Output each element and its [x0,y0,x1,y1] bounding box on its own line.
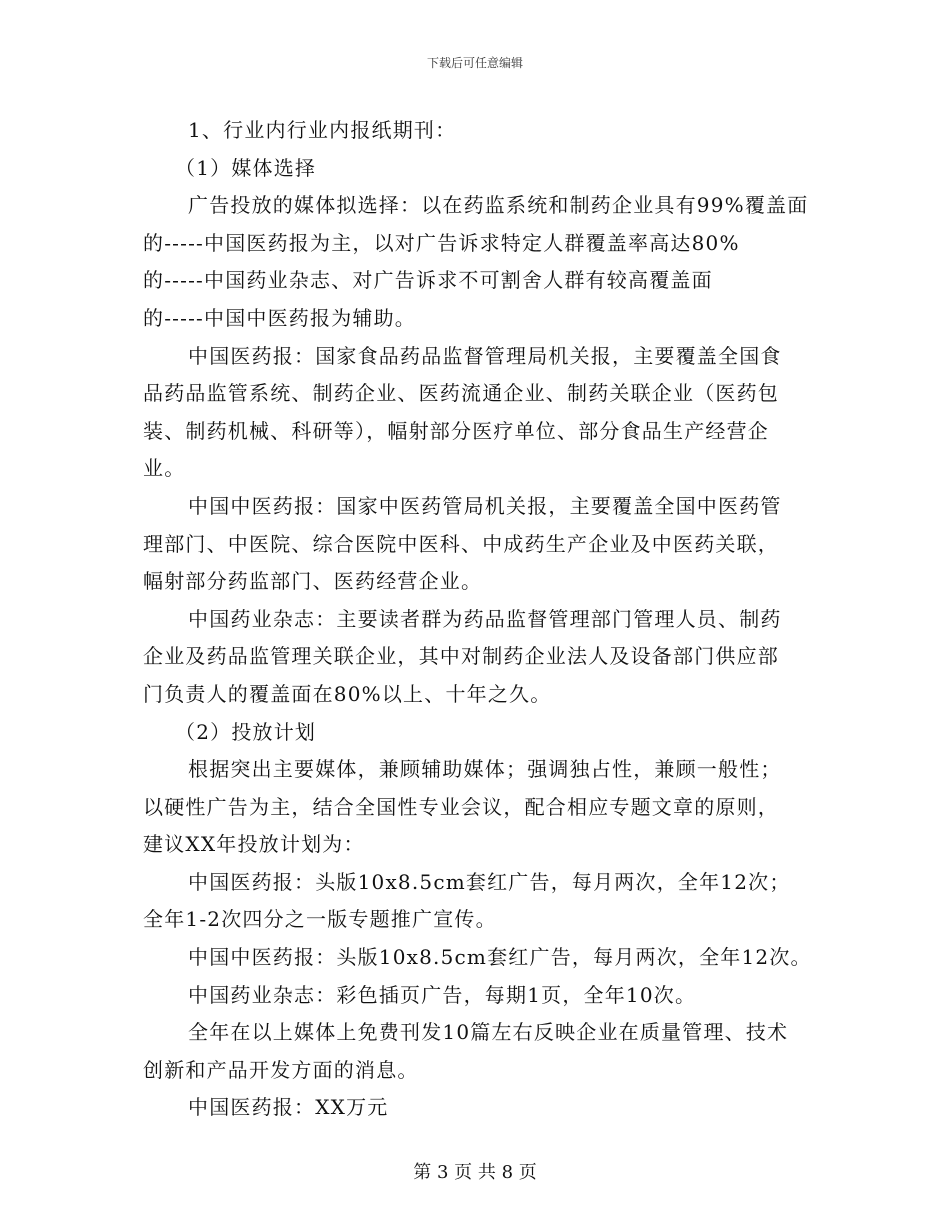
subsection-heading: （2）投放计划 [175,719,317,744]
paragraph-line: 广告投放的媒体拟选择：以在药监系统和制药企业具有99%覆盖面 [188,193,809,218]
paragraph-line: 的-----中国药业杂志、对广告诉求不可割舍人群有较高覆盖面 [143,268,713,293]
paragraph-line: 全年在以上媒体上免费刊发10篇左右反映企业在质量管理、技术 [188,1020,789,1045]
page-number: 第 3 页 共 8 页 [413,1162,537,1183]
paragraph-line: 中国医药报：XX万元 [188,1095,389,1120]
paragraph-line: 建议XX年投放计划为： [143,832,365,857]
subsection-heading: （1）媒体选择 [175,155,317,180]
paragraph-line: 理部门、中医院、综合医院中医科、中成药生产企业及中医药关联， [143,531,779,556]
paragraph-line: 的-----中国中医药报为辅助。 [143,305,416,330]
page-header: 下载后可任意编辑 [426,56,523,70]
paragraph-line: 全年1-2次四分之一版专题推广宣传。 [143,907,497,932]
section-heading: 1、行业内行业内报纸期刊： [188,118,457,142]
paragraph-line: 装、制药机械、科研等），幅射部分医疗单位、部分食品生产经营企 [143,418,769,443]
paragraph-line: 创新和产品开发方面的消息。 [143,1057,419,1082]
paragraph-line: 中国中医药报：国家中医药管局机关报，主要覆盖全国中医药管 [188,493,782,518]
paragraph-line: 以硬性广告为主，结合全国性专业会议，配合相应专题文章的原则， [143,794,779,819]
paragraph-line: 门负责人的覆盖面在80%以上、十年之久。 [143,681,552,706]
paragraph-line: 中国医药报：国家食品药品监督管理局机关报，主要覆盖全国食 [188,343,782,368]
paragraph-line: 中国医药报：头版10x8.5cm套红广告，每月两次，全年12次； [188,869,791,894]
paragraph-line: 中国中医药报：头版10x8.5cm套红广告，每月两次，全年12次。 [188,945,812,970]
paragraph-line: 品药品监管系统、制药企业、医药流通企业、制药关联企业（医药包 [143,381,779,406]
paragraph-line: 中国药业杂志：彩色插页广告，每期1页，全年10次。 [188,982,697,1007]
paragraph-line: 中国药业杂志：主要读者群为药品监督管理部门管理人员、制药 [188,606,782,631]
paragraph-line: 业。 [143,456,186,481]
document-body [143,112,813,1127]
paragraph-line: 的-----中国医药报为主，以对广告诉求特定人群覆盖率高达80% [143,230,740,255]
paragraph-line: 企业及药品监管理关联企业，其中对制药企业法人及设备部门供应部 [143,644,779,669]
paragraph-line: 根据突出主要媒体，兼顾辅助媒体；强调独占性，兼顾一般性； [188,757,782,782]
paragraph-line: 幅射部分药监部门、医药经营企业。 [143,569,483,594]
